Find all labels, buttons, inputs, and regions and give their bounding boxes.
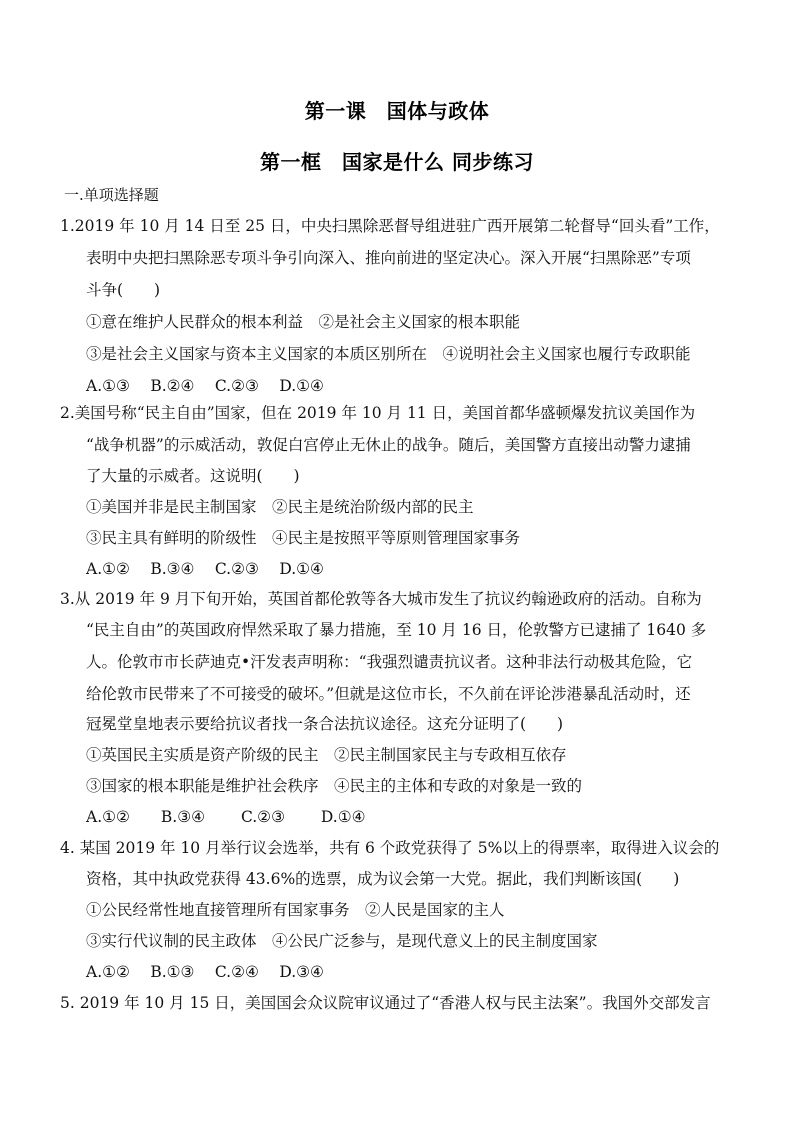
q1-statement-1: ①意在维护人民群众的根本利益 ②是社会主义国家的根本职能 <box>86 313 521 331</box>
q1-stem-line-3: 斗争( ) <box>86 281 161 299</box>
q2-statement-1: ①美国并非是民主制国家 ②民主是统治阶级内部的民主 <box>86 498 474 516</box>
q3-statement-1: ①英国民主实质是资产阶级的民主 ②民主制国家民主与专政相互依存 <box>86 746 567 764</box>
q3-stem-line-2: “民主自由”的英国政府悍然采取了暴力措施，至 10 月 16 日，伦敦警方已逮捕了 1640 多 <box>86 621 707 639</box>
section-subtitle: 第一框 国家是什么 同步练习 <box>260 150 534 174</box>
q2-options: A.①② B.③④ C.②③ D.①④ <box>86 560 324 578</box>
q4-statement-2: ③实行代议制的民主政体 ④公民广泛参与，是现代意义上的民主制度国家 <box>86 932 598 950</box>
q3-stem-line-5: 冠冕堂皇地表示要给抗议者找一条合法抗议途径。这充分证明了( ) <box>86 715 564 733</box>
q1-options: A.①③ B.②④ C.②③ D.①④ <box>86 377 324 395</box>
q4-statement-1: ①公民经常性地直接管理所有国家事务 ②人民是国家的主人 <box>86 901 505 919</box>
q1-stem-line-1: 1.2019 年 10 月 14 日至 25 日，中央扫黑除恶督导组进驻广西开展第二轮督导“回头看”工作， <box>60 217 720 235</box>
q3-statement-2: ③国家的根本职能是维护社会秩序 ④民主的主体和专政的对象是一致的 <box>86 777 583 795</box>
q3-options: A.①② B.③④ C.②③ D.①④ <box>86 808 366 826</box>
q1-stem-line-2: 表明中央把扫黑除恶专项斗争引向深入、推向前进的坚定决心。深入开展“扫黑除恶”专项 <box>86 249 691 267</box>
q4-options: A.①② B.①③ C.②④ D.③④ <box>86 963 324 981</box>
q2-stem-line-2: “战争机器”的示威活动，敦促白宫停止无休止的战争。随后，美国警方直接出动警力逮捕 <box>86 436 691 454</box>
q4-stem-line-2: 资格，其中执政党获得 43.6%的选票，成为议会第一大党。据此，我们判断该国( ) <box>86 870 680 888</box>
section-heading: 一.单项选择题 <box>64 186 159 204</box>
q3-stem-line-1: 3.从 2019 年 9 月下旬开始，英国首都伦敦等各大城市发生了抗议约翰逊政府的活动。自称为 <box>60 590 702 608</box>
lesson-title: 第一课 国体与政体 <box>304 99 490 123</box>
q3-stem-line-4: 给伦敦市民带来了不可接受的破坏。”但就是这位市长，不久前在评论涉港暴乱活动时，还 <box>86 685 691 703</box>
q3-stem-line-3: 人。伦敦市市长萨迪克•汗发表声明称：“我强烈谴责抗议者。这种非法行动极其危险，它 <box>86 653 693 671</box>
q2-statement-2: ③民主具有鲜明的阶级性 ④民主是按照平等原则管理国家事务 <box>86 529 521 547</box>
q1-statement-2: ③是社会主义国家与资本主义国家的本质区别所在 ④说明社会主义国家也履行专政职能 <box>86 345 691 363</box>
q4-stem-line-1: 4. 某国 2019 年 10 月举行议会选举，共有 6 个政党获得了 5%以上的得票率，取得进入议会的 <box>60 839 720 857</box>
q2-stem-line-3: 了大量的示威者。这说明( ) <box>86 467 300 485</box>
q2-stem-line-1: 2.美国号称“民主自由”国家，但在 2019 年 10 月 11 日，美国首都华盛顿爆发抗议美国作为 <box>60 404 696 422</box>
q5-stem-line-1: 5. 2019 年 10 月 15 日，美国国会众议院审议通过了“香港人权与民主法案”。我国外交部发言 <box>60 994 711 1012</box>
